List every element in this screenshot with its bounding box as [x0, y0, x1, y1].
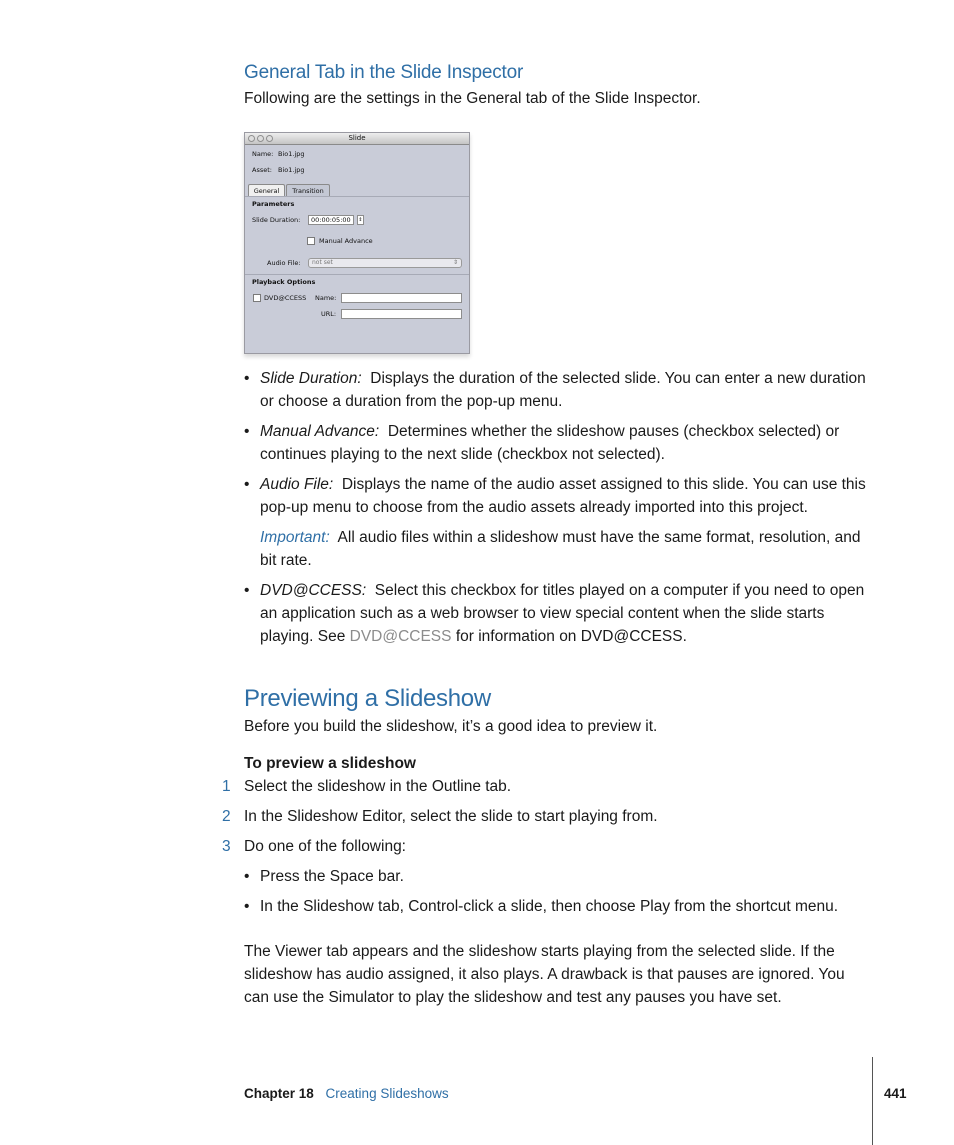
slide-duration-field[interactable]: 00:00:05:00: [308, 215, 354, 225]
audio-file-value: not set: [312, 259, 333, 266]
page-number: 441: [884, 1086, 907, 1101]
audio-file-label: Audio File:: [267, 259, 301, 267]
section-intro: Following are the settings in the General tab of the Slide Inspector.: [244, 90, 701, 107]
manual-advance-checkbox[interactable]: [307, 237, 315, 245]
inspector-window-title: Slide: [348, 134, 366, 142]
duration-stepper[interactable]: ⇕: [358, 217, 363, 223]
bullet-term: Audio File:: [260, 476, 334, 493]
audio-file-popup[interactable]: [308, 258, 462, 268]
bullet-text-after: for information on DVD@CCESS.: [455, 628, 687, 645]
bullet-slide-duration: • Slide Duration: Displays the duration of the selected slide. You can enter a new duration or choose a duration from the pop-up menu.: [244, 370, 866, 410]
asset-value: Bio1.jpg: [278, 166, 305, 174]
section-divider: [245, 274, 469, 275]
bullet-text: Determines whether the slideshow pauses (checkbox selected) or continues playing to the next slide (checkbox not selected).: [260, 423, 840, 463]
important-label: Important:: [260, 529, 330, 546]
step-1: [222, 775, 876, 798]
sub-bullet-text: In the Slideshow tab, Control-click a slide, then choose Play from the shortcut menu.: [260, 898, 839, 915]
parameters-heading: Parameters: [252, 200, 295, 208]
name-label: Name:: [252, 150, 274, 158]
sub-bullet: • In the Slideshow tab, Control-click a slide, then choose Play from the shortcut menu.: [244, 895, 876, 918]
bullet-text: Displays the name of the audio asset assigned to this slide. You can use this pop-up menu to choose from the audio assets already imported into this project.: [260, 476, 866, 516]
footer-chapter-number: Chapter 18: [244, 1086, 314, 1101]
name-value: Bio1.jpg: [278, 150, 305, 158]
footer-divider: [872, 1057, 873, 1145]
dvdaccess-link[interactable]: DVD@CCESS: [349, 628, 452, 645]
step-2: [222, 805, 876, 828]
sub-bullet-text: Press the Space bar.: [260, 868, 404, 885]
step-number: 3: [222, 838, 231, 855]
task-heading: To preview a slideshow: [244, 755, 416, 772]
zoom-window-icon: [266, 135, 273, 142]
footer-chapter: [244, 1086, 449, 1101]
dvd-name-label: Name:: [315, 294, 337, 302]
slide-inspector-screenshot: [244, 132, 470, 354]
bullet-term: Manual Advance:: [260, 423, 380, 440]
dvd-url-label: URL:: [321, 310, 337, 318]
step-text: Do one of the following:: [244, 838, 406, 855]
playback-options-heading: Playback Options: [252, 278, 316, 286]
step-3: [222, 835, 876, 858]
section2-intro: Before you build the slideshow, it’s a good idea to preview it.: [244, 718, 658, 735]
section-heading: General Tab in the Slide Inspector: [244, 62, 524, 83]
dvd-url-field[interactable]: [341, 309, 462, 319]
slide-duration-label: Slide Duration:: [252, 216, 301, 224]
dvdaccess-label: DVD@CCESS: [264, 294, 307, 302]
asset-label: Asset:: [252, 166, 272, 174]
important-text: All audio files within a slideshow must have the same format, resolution, and bit rate.: [260, 529, 861, 569]
tab-transition[interactable]: Transition: [286, 184, 330, 196]
dvdaccess-checkbox[interactable]: [253, 294, 261, 302]
step-number: 1: [222, 778, 231, 795]
close-window-icon: [248, 135, 255, 142]
footer-chapter-title[interactable]: Creating Slideshows: [325, 1086, 449, 1101]
minimize-window-icon: [257, 135, 264, 142]
tab-general[interactable]: General: [248, 184, 285, 196]
bullet-term: Slide Duration:: [260, 370, 362, 387]
section-heading-previewing: Previewing a Slideshow: [244, 685, 491, 712]
popup-arrows-icon: ⇕: [452, 259, 458, 266]
important-note: [260, 526, 876, 572]
step-number: 2: [222, 808, 231, 825]
step-text: In the Slideshow Editor, select the slide to start playing from.: [244, 808, 658, 825]
closing-paragraph: The Viewer tab appears and the slideshow starts playing from the selected slide. If the slideshow has audio assigned, it also plays. A drawback is that pauses are ignored. You can use the Simulator to play the slideshow and test any pauses you have set.: [244, 943, 845, 1006]
bullet-text: Select this checkbox for titles played on a computer if you need to open an application such as a web browser to view special content when the slide starts playing. See: [260, 582, 865, 645]
tab-divider: [245, 196, 469, 197]
bullet-term: DVD@CCESS:: [260, 582, 367, 599]
dvd-name-field[interactable]: [341, 293, 462, 303]
bullet-audio-file: • Audio File: Displays the name of the audio asset assigned to this slide. You can use this pop-up menu to choose from the audio assets already imported into this project.: [244, 476, 866, 516]
inspector-title-bar: [245, 133, 469, 145]
sub-bullet: • Press the Space bar.: [244, 865, 876, 888]
bullet-text: Displays the duration of the selected slide. You can enter a new duration or choose a duration from the pop-up menu.: [260, 370, 866, 410]
step-text: Select the slideshow in the Outline tab.: [244, 778, 512, 795]
bullet-dvdaccess: • DVD@CCESS: Select this checkbox for titles played on a computer if you need to open an application such as a web browser to view special content when the slide starts playing. See DVD@CCESS for information on DVD@CCESS.: [244, 582, 865, 645]
bullet-manual-advance: • Manual Advance: Determines whether the slideshow pauses (checkbox selected) or continues playing to the next slide (checkbox not selected).: [244, 423, 840, 463]
manual-advance-label: Manual Advance: [319, 237, 373, 245]
